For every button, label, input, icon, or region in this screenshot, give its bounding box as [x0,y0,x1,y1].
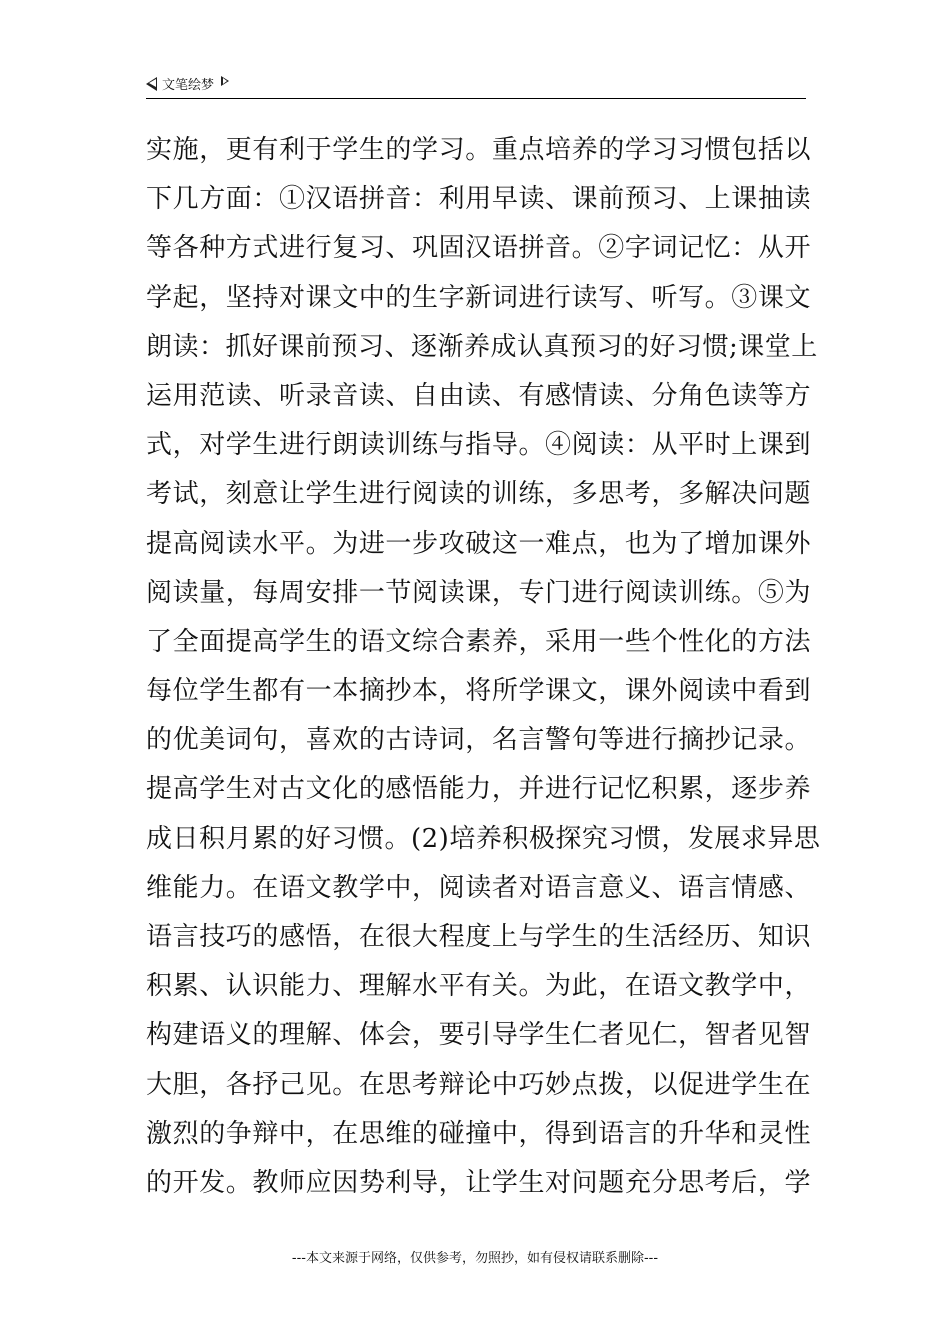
text-line: 积累、认识能力、理解水平有关。为此，在语文教学中， [146,971,811,1002]
body-text [146,126,821,1208]
header-brand [146,74,229,93]
text-line: 式，对学生进行朗读训练与指导。④阅读：从平时上课到 [146,430,811,461]
text-line: 每位学生都有一本摘抄本，将所学课文，课外阅读中看到 [146,676,811,707]
text-line: 学起，坚持对课文中的生字新词进行读写、听写。③课文 [146,282,811,313]
footer-notice: ---本文来源于网络，仅供参考，勿照抄，如有侵权请联系删除--- [291,1251,659,1266]
text-line: 大胆，各抒己见。在思考辩论中巧妙点拨，以促进学生在 [146,1069,811,1100]
text-line: 的优美词句，喜欢的古诗词，名言警句等进行摘抄记录。 [146,725,811,756]
text-line: 提高学生对古文化的感悟能力，并进行记忆积累，逐步养 [146,774,811,805]
text-line: 成日积月累的好习惯。(2)培养积极探究习惯，发展求异思 [146,823,821,854]
text-line: 运用范读、听录音读、自由读、有感情读、分角色读等方 [146,380,811,411]
brand-name: 文笔绘梦 [162,78,215,93]
triangle-right-icon [221,76,229,86]
page-header [146,72,806,99]
text-line: 下几方面：①汉语拼音：利用早读、课前预习、上课抽读 [146,184,811,215]
text-line: 语言技巧的感悟，在很大程度上与学生的生活经历、知识 [146,922,811,952]
text-line: 构建语义的理解、体会，要引导学生仁者见仁，智者见智 [146,1020,811,1051]
text-line: 激烈的争辩中，在思维的碰撞中，得到语言的升华和灵性 [146,1118,811,1149]
text-line: 实施，更有利于学生的学习。重点培养的学习习惯包括以 [146,135,811,165]
text-line: 了全面提高学生的语文综合素养，采用一些个性化的方法 [146,626,811,657]
text-line: 朗读：抓好课前预习、逐渐养成认真预习的好习惯;课堂上 [146,331,818,362]
text-line: 的开发。教师应因势利导，让学生对问题充分思考后，学 [146,1167,811,1198]
text-line: 维能力。在语文教学中，阅读者对语言意义、语言情感、 [146,872,811,903]
text-line: 考试，刻意让学生进行阅读的训练，多思考，多解决问题 [146,479,811,510]
triangle-left-icon [146,77,157,91]
text-line: 等各种方式进行复习、巩固汉语拼音。②字词记忆：从开 [146,233,811,264]
text-line: 阅读量，每周安排一节阅读课，专门进行阅读训练。⑤为 [146,577,811,608]
text-line: 提高阅读水平。为进一步攻破这一难点，也为了增加课外 [146,528,811,559]
